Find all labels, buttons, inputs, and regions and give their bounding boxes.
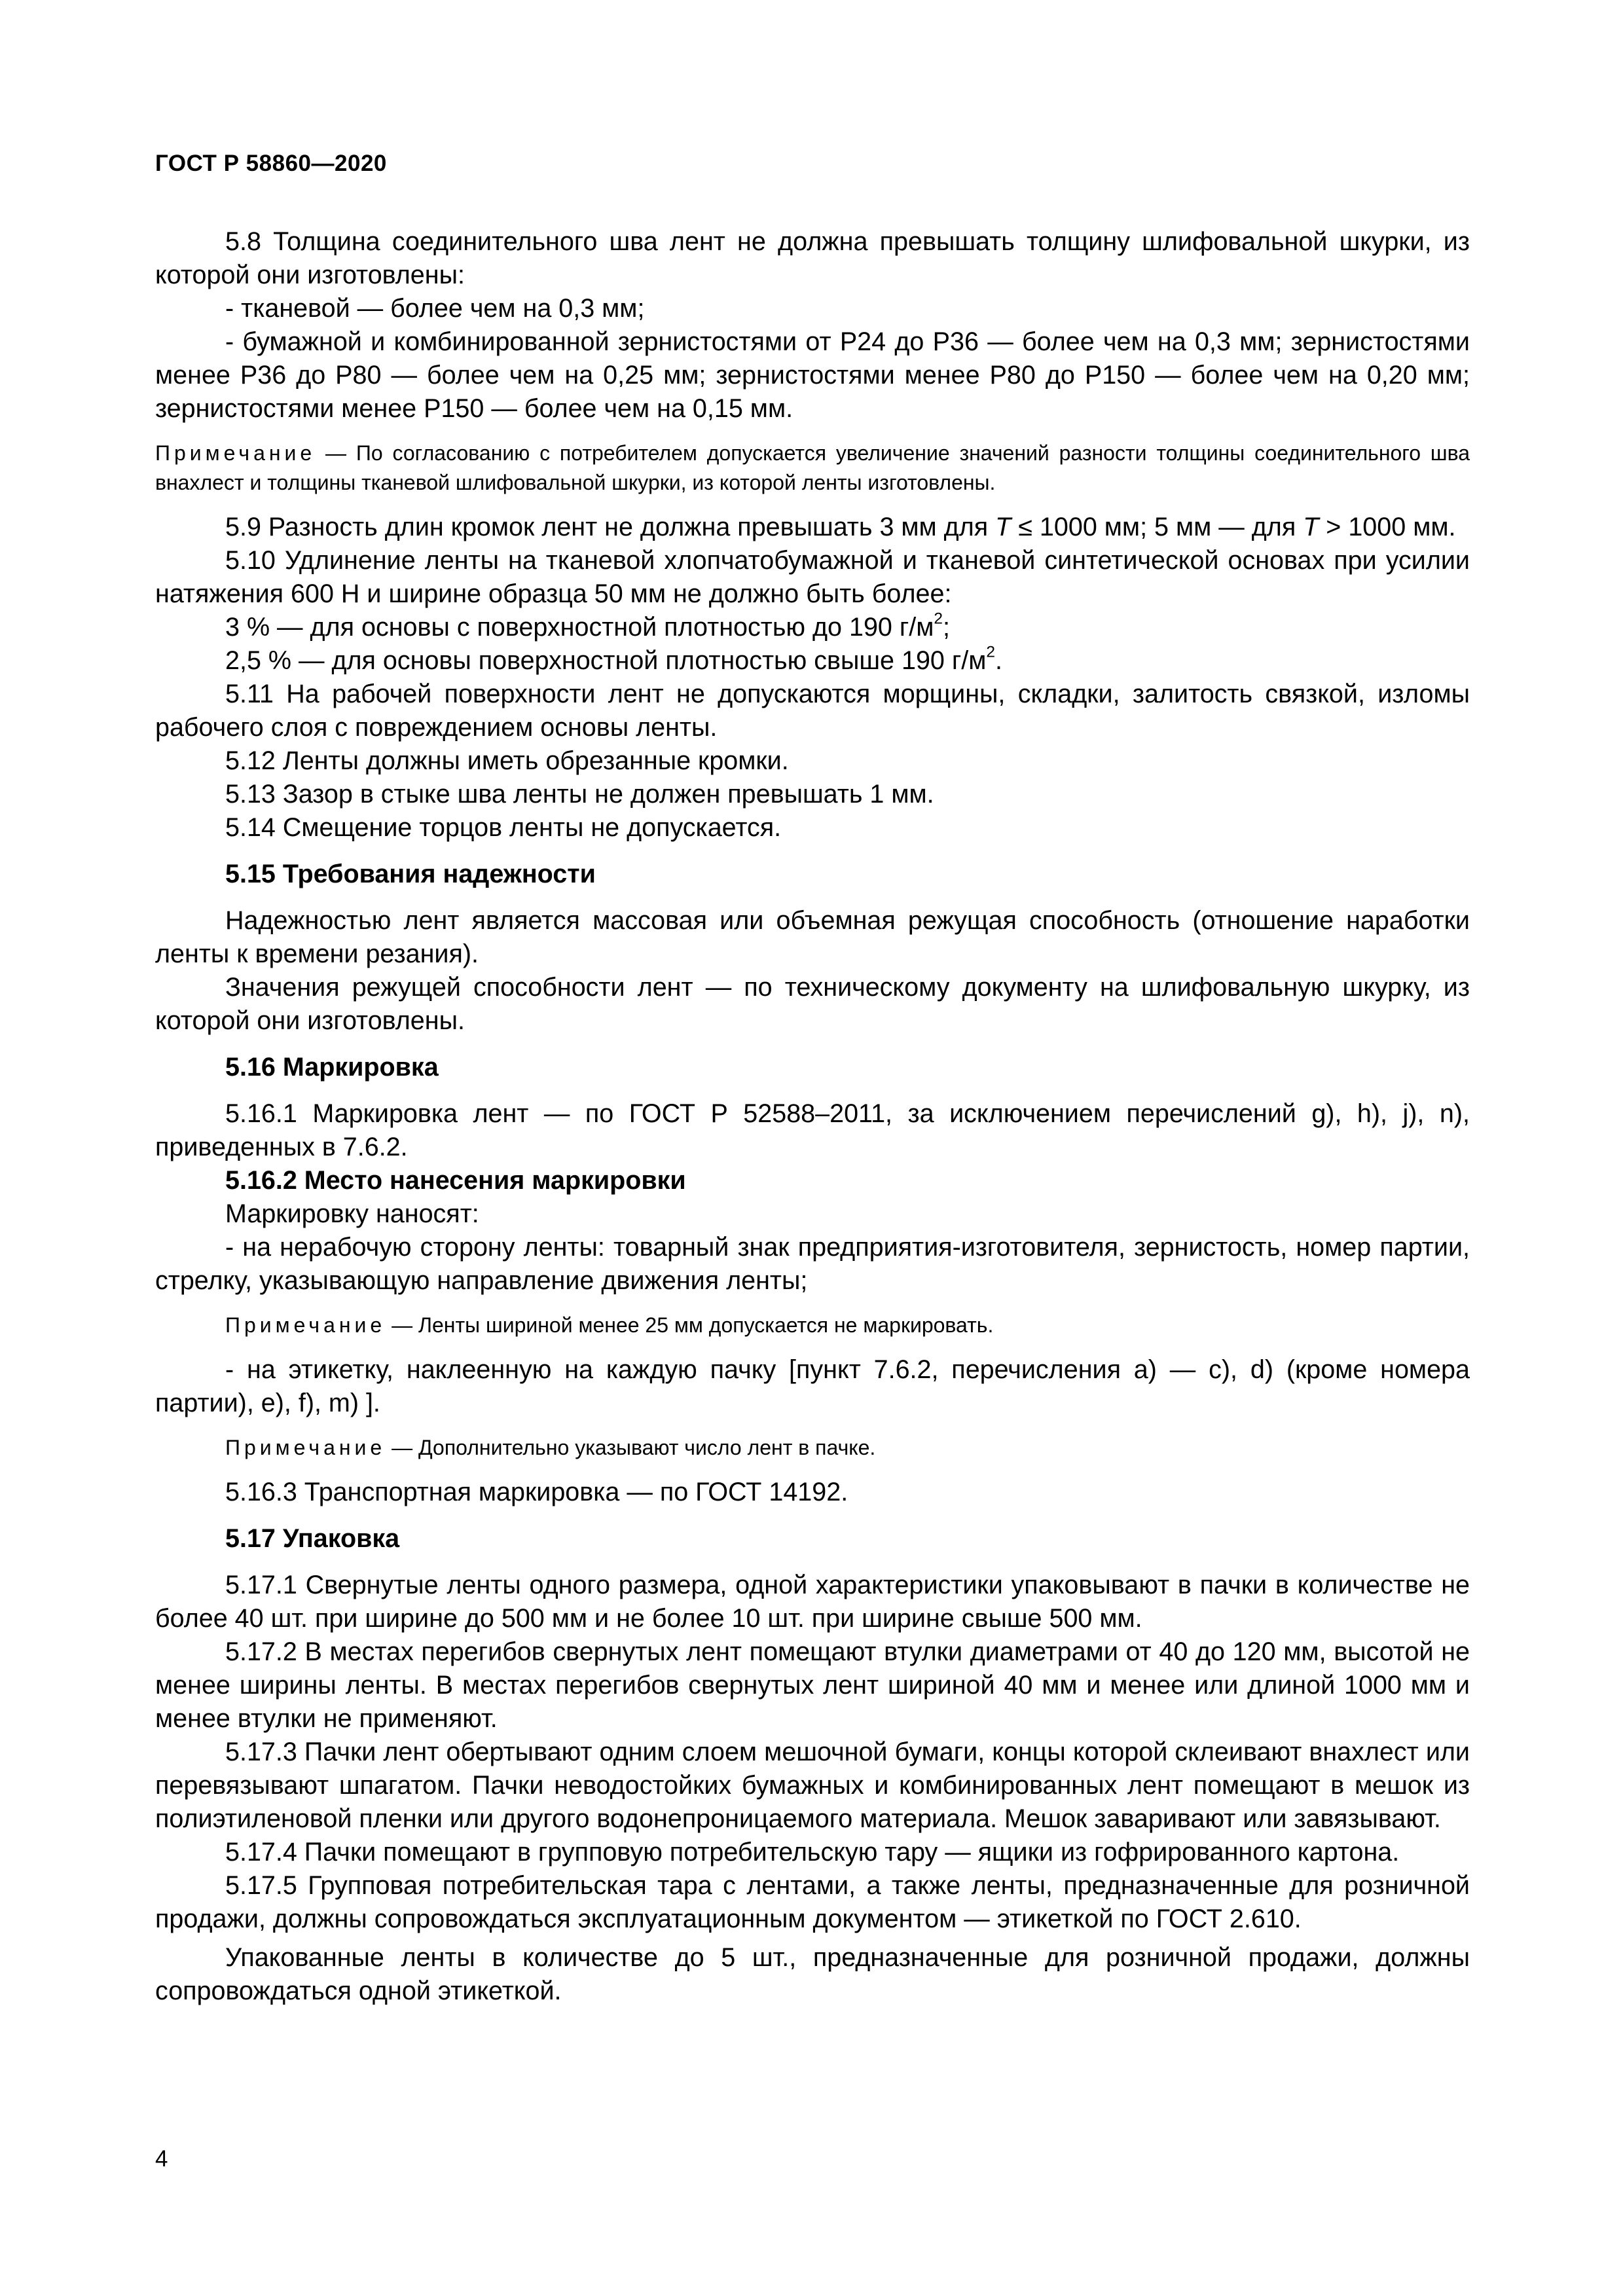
clause-5-10-line-2: 2,5 % — для основы поверхностной плотностью свыше 190 $г/м^2$. <box>225 643 1003 675</box>
clause-5-17-2: 5.17.2 В местах перегибов свернутых лент помещают втулки диаметрами от 40 до 120 мм, высотой не менее ширины ленты. В местах перегибов свернутых лент шириной 40 мм и менее или длиной 1000 мм и менее втулки не применяют. <box>155 1637 1470 1733</box>
clause-5-14: 5.14 Смещение торцов ленты не допускается. <box>225 813 782 842</box>
variable-t: T <box>1303 513 1319 541</box>
document-body <box>155 225 1470 2008</box>
note-label: Примечание <box>225 1313 386 1337</box>
superscript-2: 2 <box>934 610 943 628</box>
clause-5-17-final: Упакованные ленты в количестве до 5 шт., предназначенные для розничной продажи, должны сопровождаться одной этикеткой. <box>155 1943 1470 2005</box>
section-heading-5-16: 5.16 Маркировка <box>225 1053 439 1082</box>
section-heading-5-15: 5.15 Требования надежности <box>225 860 596 888</box>
clause-5-8-item-1: - тканевой — более чем на 0,3 мм; <box>225 294 645 323</box>
note-text: — Ленты шириной менее 25 мм допускается не маркировать. <box>386 1313 994 1337</box>
note-1 <box>155 439 1470 498</box>
note-label: Примечание <box>155 441 316 465</box>
note-text: — Дополнительно указывают число лент в пачке. <box>386 1436 876 1459</box>
clause-5-11: 5.11 На рабочей поверхности лент не допускаются морщины, складки, залитость связкой, изломы рабочего слоя с повреждением основы ленты. <box>155 680 1470 742</box>
variable-t: T <box>995 513 1012 541</box>
clause-5-17-1: 5.17.1 Свернутые ленты одного размера, одной характеристики упаковывают в пачки в количестве не более 40 шт. при ширине до 500 мм и не более 10 шт. при ширине свыше 500 мм. <box>155 1571 1470 1633</box>
note-3 <box>155 1433 1470 1463</box>
clause-5-8: 5.8 Толщина соединительного шва лент не должна превышать толщину шлифовальной шкурки, из которой они изготовлены: <box>155 227 1470 289</box>
clause-5-16-2-item-1: - на нерабочую сторону ленты: товарный знак предприятия-изготовителя, зернистость, номер партии, стрелку, указывающую направление движения ленты; <box>155 1233 1470 1295</box>
section-heading-5-17: 5.17 Упаковка <box>225 1524 400 1553</box>
clause-5-17-3: 5.17.3 Пачки лент обертывают одним слоем мешочной бумаги, концы которой склеивают внахлест или перевязывают шпагатом. Пачки неводостойких бумажных и комбинированных лент помещают в мешок из полиэтиленовой пленки или другого водонепроницаемого материала. Мешок заваривают или завязывают. <box>155 1738 1470 1833</box>
clause-5-16-2-item-2: - на этикетку, наклеенную на каждую пачку [пункт 7.6.2, перечисления а) — с), d) (кроме номера партии), е), f), m) ]. <box>155 1355 1470 1417</box>
clause-5-15-p1: Надежностью лент является массовая или объемная режущая способность (отношение наработки ленты к времени резания). <box>155 906 1470 968</box>
clause-5-16-3: 5.16.3 Транспортная маркировка — по ГОСТ 14192. <box>225 1478 848 1506</box>
clause-5-9: 5.9 Разность длин кромок лент не должна превышать 3 мм для T ≤ 1000 мм; 5 мм — для T > 1000 мм. <box>225 513 1456 541</box>
clause-5-16-2-intro: Маркировку наносят: <box>225 1199 479 1228</box>
superscript-2: 2 <box>986 643 996 661</box>
clause-5-12: 5.12 Ленты должны иметь обрезанные кромки. <box>225 746 789 775</box>
clause-5-15-p2: Значения режущей способности лент — по техническому документу на шлифовальную шкурку, из которой они изготовлены. <box>155 973 1470 1035</box>
clause-5-8-item-2: - бумажной и комбинированной зернистостями от Р24 до Р36 — более чем на 0,3 мм; зернистостями менее Р36 до Р80 — более чем на 0,25 мм; зернистостями менее Р80 до Р150 — более чем на 0,20 мм; зернистостями менее Р150 — более чем на 0,15 мм. <box>155 327 1470 423</box>
clause-5-10-line-1: 3 % — для основы с поверхностной плотностью до 190 $г/м^2$; <box>225 610 951 642</box>
document-header: ГОСТ Р 58860—2020 <box>155 151 387 176</box>
clause-5-17-4: 5.17.4 Пачки помещают в групповую потребительскую тару — ящики из гофрированного картона. <box>225 1838 1400 1867</box>
subsection-heading-5-16-2: 5.16.2 Место нанесения маркировки <box>225 1166 686 1195</box>
note-2 <box>155 1311 1470 1340</box>
clause-5-16-1: 5.16.1 Маркировка лент — по ГОСТ Р 52588–2011, за исключением перечислений g), h), j), n), приведенных в 7.6.2. <box>155 1099 1470 1161</box>
clause-5-17-5: 5.17.5 Групповая потребительская тара с лентами, а также ленты, предназначенные для розничной продажи, должны сопровождаться эксплуатационным документом — этикеткой по ГОСТ 2.610. <box>155 1871 1470 1933</box>
clause-5-13: 5.13 Зазор в стыке шва ленты не должен превышать 1 мм. <box>225 780 934 809</box>
page-number: 4 <box>155 2146 168 2172</box>
note-label: Примечание <box>225 1436 386 1459</box>
note-text: — По согласованию с потребителем допускается увеличение значений разности толщины соединительного шва внахлест и толщины тканевой шлифовальной шкурки, из которой ленты изготовлены. <box>155 441 1470 494</box>
clause-5-10: 5.10 Удлинение ленты на тканевой хлопчатобумажной и тканевой синтетической основах при усилии натяжения 600 Н и ширине образца 50 мм не должно быть более: <box>155 546 1470 608</box>
